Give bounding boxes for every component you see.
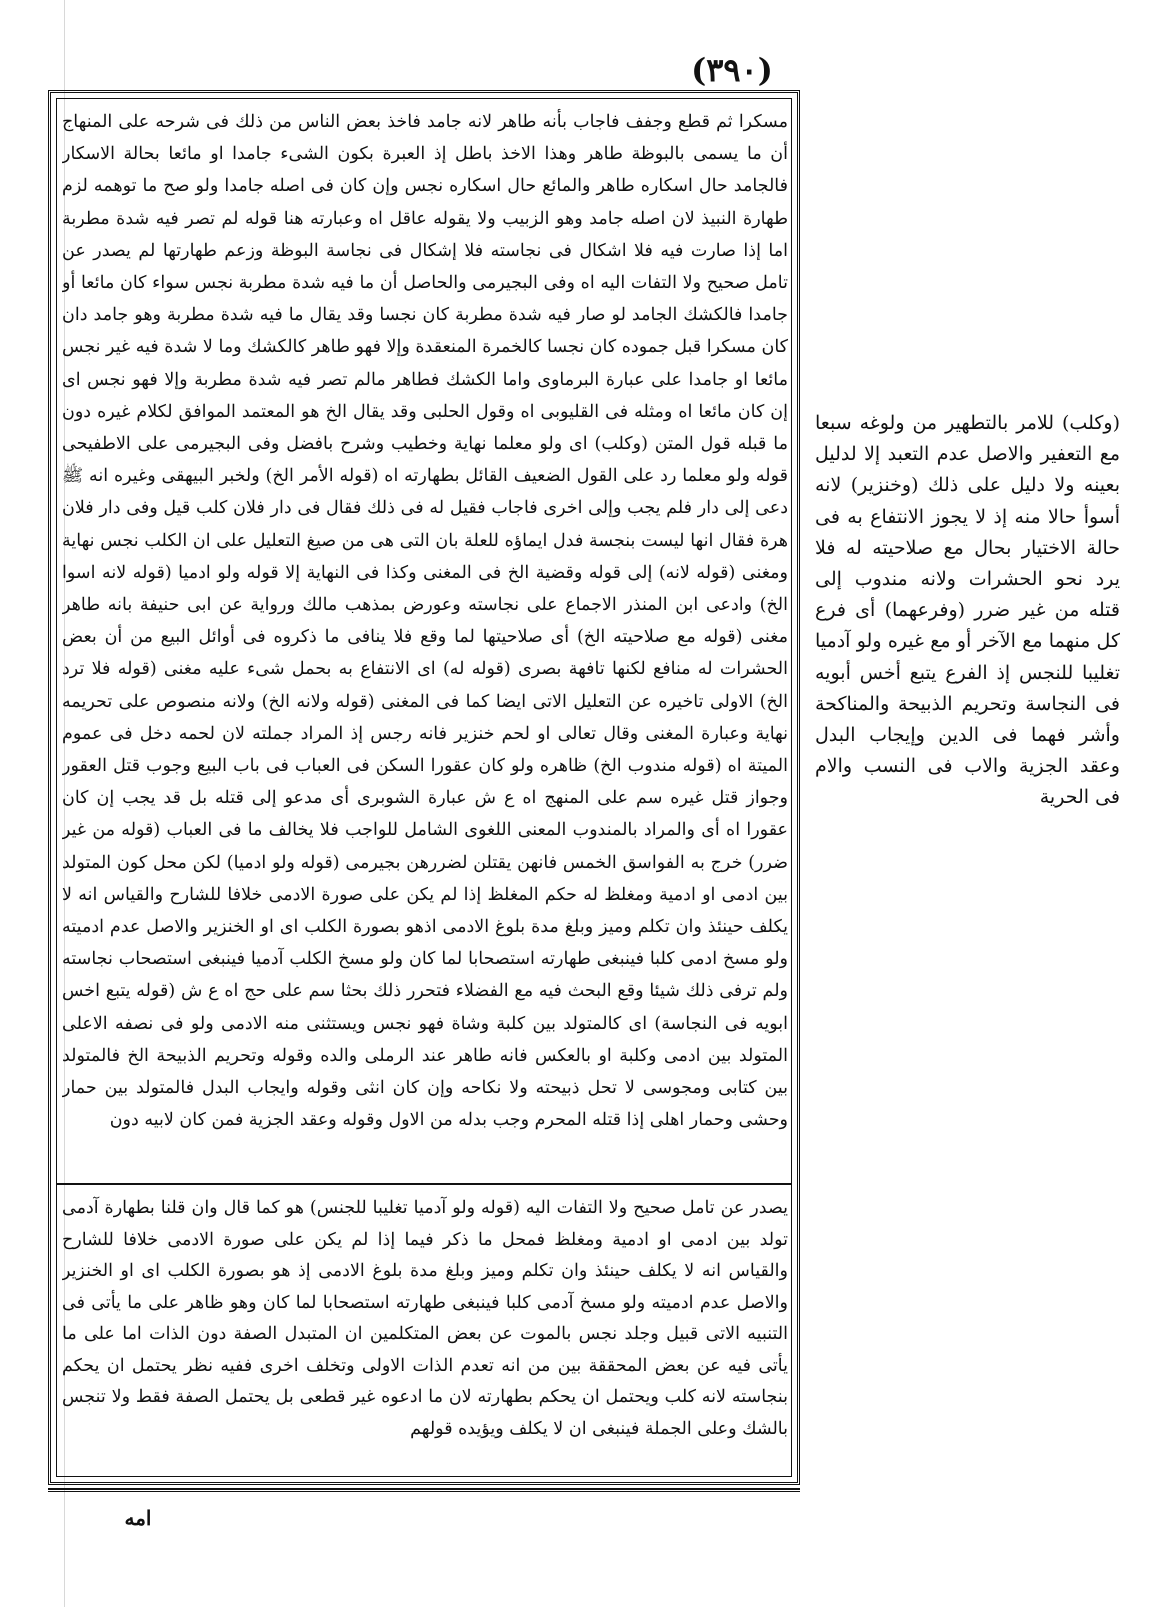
footnote-text: يصدر عن تامل صحيح ولا التفات اليه (قوله ولو آدميا تغليبا للجنس) هو كما قال وان قلنا بطهارة آدمى تولد بين ادمى او ادمية ومغلظ فمحل ما ذكر فيما إذا لم يكن على صورة الادمى خلافا للشارح والقياس انه لا يكلف حينئذ وان تكلم وميز وبلغ مدة بلوغ الادمى إذ هو بصورة الكلب اى او الخنزير والاصل عدم ادميته ولو مسخ آدمى كلبا فينبغى طهارته استصحابا لما كان وهو ظاهر على ما يأتى فى التنبيه الاتى قبيل وجلد نجس بالموت عن بعض المتكلمين ان المتبدل الصفة دون الذات اما على ما يأتى فيه عن بعض المحققة بين من انه تعدم الذات الاولى وتخلف اخرى ففيه نظر يحتمل ان يحكم بنجاسته لانه كلب ويحتمل ان يحكم بطهارته لان ما ادعوه غير قطعى بل يحتمل الصفة فقط ولا تنجس بالشك وعلى الجملة فينبغى ان لا يكلف ويؤيده قولهم — [62, 1198, 788, 1439]
bottom-rule — [48, 1488, 800, 1492]
section-separator — [56, 1183, 792, 1185]
margin-matn-text: (وكلب) للامر بالتطهير من ولوغه سبعا مع التعفير والاصل عدم التعبد إلا لدليل بعينه ولا دليل على ذلك (وخنزير) لانه أسوأ حالا منه إذ لا يجوز الانتفاع به فى حالة الاختيار بحال مع صلاحيته له فلا يرد نحو الحشرات ولانه مندوب إلى قتله من غير ضرر (وفرعهما) أى فرع كل منهما مع الآخر أو مع غيره ولو آدميا تغليبا للنجس إذ الفرع يتبع أخس أبويه فى النجاسة وتحريم الذبيحة والمناكحة وأشر فهما فى الدين وإيجاب البدل وعقد الجزية والاب فى النسب والام فى الحرية — [815, 412, 1120, 809]
page-number: (٣٩٠) — [691, 51, 773, 89]
commentary-text: مسكرا ثم قطع وجفف فاجاب بأنه طاهر لانه جامد فاخذ بعض الناس من ذلك فى شرحه على المنهاج أن ما يسمى بالبوظة طاهر وهذا الاخذ باطل إذ العبرة بكون الشىء جامدا او مائعا بحالة الاسكار فالجامد حال اسكاره طاهر والمائع حال اسكاره نجس وإن كان فى اصله جامدا ولو صح ما توهمه لزم طهارة النبيذ لان اصله جامد وهو الزبيب ولا يقوله عاقل اه وعبارته هنا قوله لم تصر فيه شدة مطربة اما إذا صارت فيه فلا اشكال فى نجاسته فلا إشكال فى نجاسة البوظة وزعم طهارتها لم يصدر عن تامل صحيح ولا التفات اليه اه وفى البجيرمى والحاصل أن ما فيه شدة مطربة نجس سواء كان مائعا أو جامدا فالكشك الجامد لو صار فيه شدة مطربة كان نجسا وقد يقال ما فيه شدة مطربة وهو جامد دان كان مسكرا قبل جموده كان نجسا كالخمرة المنعقدة وإلا فهو طاهر كالكشك وما لا شدة فيه غير نجس مائعا او جامدا على عبارة البرماوى واما الكشك فطاهر مالم تصر فيه شدة مطربة وإلا فهو نجس اى إن كان مائعا اه ومثله فى القليوبى اه وقول الحلبى وقد يقال الخ هو المعتمد الموافق لكلام غيره دون ما قبله قول المتن (وكلب) اى ولو معلما نهاية وخطيب وشرح بافضل وفى البجيرمى على الاطفيحى قوله ولو معلما رد على القول الضعيف القائل بطهارته اه (قوله الأمر الخ) ولخبر البيهقى وغيره انه ﷺ دعى إلى دار فلم يجب وإلى اخرى فاجاب فقيل له فى ذلك فقال فى دار فلان كلب قيل وفى دار فلان هرة فقال انها ليست بنجسة فدل ايماؤه للعلة بان التى هى من صيغ التعليل على ان الكلب نجس نهاية ومغنى (قوله لانه) إلى قوله وقضية الخ فى المغنى وكذا فى النهاية إلا قوله ولو ادميا (قوله لانه اسوا الخ) وادعى ابن المنذر الاجماع على نجاسته وعورض بمذهب مالك ورواية عن ابى حنيفة بانه طاهر مغنى (قوله مع صلاحيته الخ) أى صلاحيتها لما وقع فلا ينافى ما ذكروه فى أوائل البيع من أن بعض الحشرات له منافع لكنها تافهة بصرى (قوله له) اى الانتفاع به بحمل شىء عليه مغنى (قوله فلا ترد الخ) الاولى تاخيره عن التعليل الاتى ايضا كما فى المغنى (قوله ولانه الخ) ولانه منصوص على تحريمه نهاية وعبارة المغنى وقال تعالى او لحم خنزير فانه رجس إذ المراد جملته لان لحمه دخل فى عموم الميتة اه (قوله مندوب الخ) ظاهره ولو كان عقورا السكن فى العباب فى باب البيع وجوب قتل العقور وجواز قتل غيره سم على المنهج اه ع ش عبارة الشوبرى أى مدعو إلى قتله بل قد يجب إن كان عقورا اه أى والمراد بالمندوب المعنى اللغوى الشامل للواجب فلا يخالف ما فى العباب (قوله من غير ضرر) خرج به الفواسق الخمس فانهن يقتلن لضررهن بجيرمى (قوله ولو ادميا) لكن محل كون المتولد بين ادمى او ادمية ومغلظ له حكم المغلظ إذا لم يكن على صورة الادمى خلافا للشارح والقياس انه لا يكلف حينئذ وان تكلم وميز وبلغ مدة بلوغ الادمى اذهو بصورة الكلب اى او الخنزير والاصل عدم ادميته ولو مسخ ادمى كلبا فينبغى طهارته استصحابا لما كان ولو مسخ الكلب آدميا فينبغى استصحاب نجاسته ولم ترفى ذلك شيئا وقع البحث فيه مع الفضلاء فتحرر ذلك بحثا سم على حج اه ع ش (قوله يتبع اخس ابويه فى النجاسة) اى كالمتولد بين كلبة وشاة فهو نجس ويستثنى منه الادمى ولو فى نصفه الاعلى المتولد بين ادمى وكلبة او بالعكس فانه طاهر عند الرملى والده وقوله وتحريم الذبيحة الخ فالمتولد بين كتابى ومجوسى لا تحل ذبيحته ولا نكاحه وإن كان انثى وقوله وايجاب البدل فالمتولد بين حمار وحشى وحمار اهلى إذا قتله المحرم وجب بدله من الاول وقوله وعقد الجزية فمن كان لابيه دون — [62, 112, 788, 1131]
signature-mark: امه — [124, 1506, 152, 1530]
